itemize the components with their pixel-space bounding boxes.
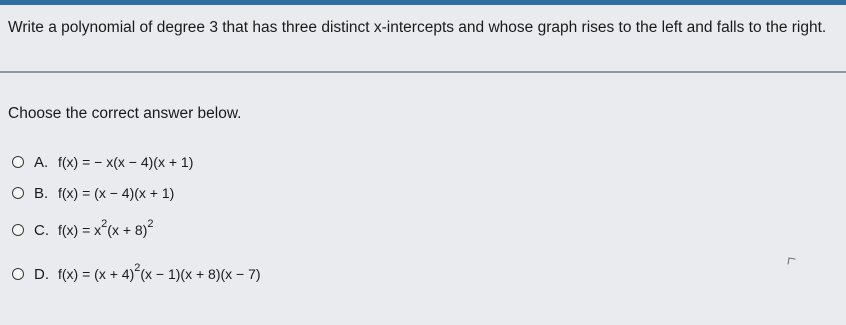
- answer-prompt: Choose the correct answer below.: [8, 105, 242, 122]
- choice-a[interactable]: [12, 150, 193, 174]
- radio-button-a[interactable]: [12, 156, 24, 168]
- choice-b[interactable]: [12, 181, 174, 205]
- top-accent-bar: [0, 0, 846, 5]
- choice-expression-c: $f(x) = x^2(x + 8)^2$: [58, 218, 154, 238]
- radio-button-c[interactable]: [12, 224, 24, 236]
- radio-button-b[interactable]: [12, 187, 24, 199]
- choice-letter-c: C.: [34, 221, 49, 239]
- choice-letter-d: D.: [34, 265, 49, 283]
- choice-c[interactable]: [12, 218, 154, 242]
- choice-d[interactable]: [12, 262, 261, 286]
- choice-letter-b: B.: [34, 184, 49, 202]
- choice-letter-a: A.: [34, 153, 49, 171]
- divider: [0, 71, 846, 73]
- choice-expression-d: $f(x) = (x + 4)^2(x - 1)(x + 8)(x - 7)$: [58, 262, 261, 282]
- radio-button-d[interactable]: [12, 268, 24, 280]
- cursor-mark: [787, 257, 795, 265]
- choice-expression-a: f(x) = − x(x − 4)(x + 1): [58, 154, 194, 170]
- question-text: Write a polynomial of degree 3 that has three distinct x-intercepts and whose graph rises to the left and falls to the right.: [8, 19, 827, 36]
- choice-expression-b: f(x) = (x − 4)(x + 1): [58, 185, 175, 201]
